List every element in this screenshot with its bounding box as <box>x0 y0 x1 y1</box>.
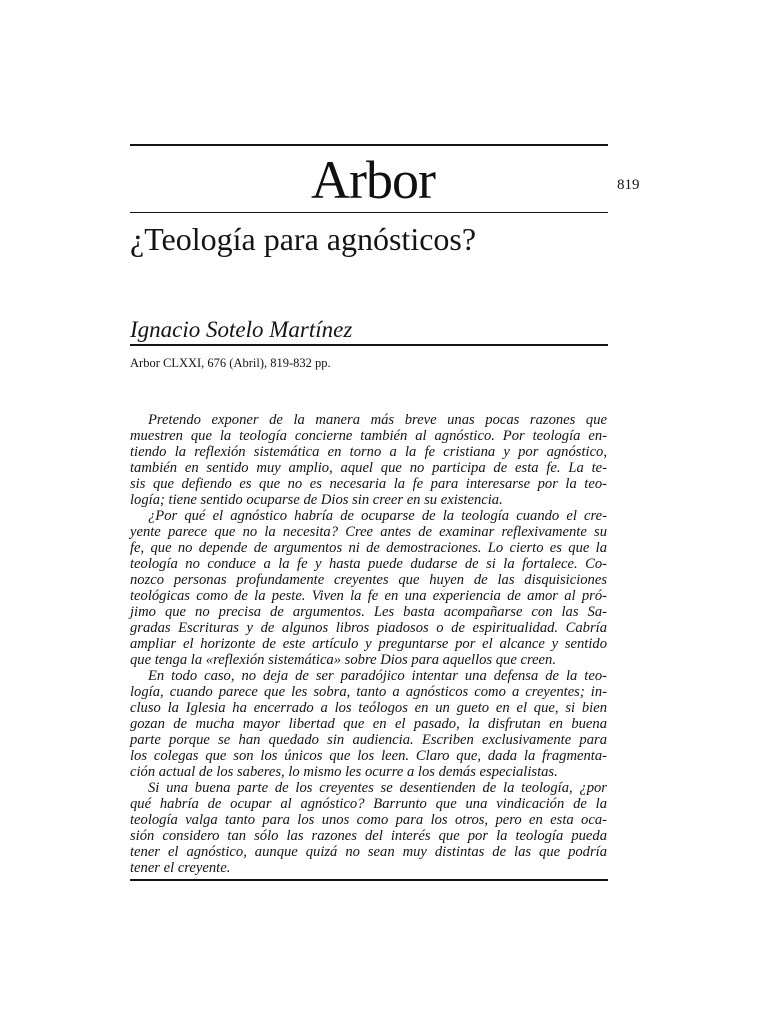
text-line: teología no conduce a la fe y hasta puede dudarse de si la fortalece. Co- <box>130 556 607 572</box>
author-name: Ignacio Sotelo Martínez <box>130 317 353 342</box>
body-paragraph <box>130 668 607 780</box>
text-line: nozco personas profundamente creyentes que huyen de las disquisiciones <box>130 572 607 588</box>
body-paragraph <box>130 780 607 876</box>
text-line: gradas Escrituras y de algunos libros piadosos o de espiritualidad. Cabría <box>130 620 607 636</box>
text-line: fe, que no depende de argumentos ni de demostraciones. Lo cierto es que la <box>130 540 607 556</box>
header-rule-bottom <box>130 212 608 213</box>
body-paragraph <box>130 508 607 668</box>
text-line: tiendo la reflexión sistemática en torno a la fe cristiana y por agnóstico, <box>130 444 607 460</box>
body-text <box>130 412 607 876</box>
text-line: logía, cuando parece que les sobra, tanto a agnósticos como a creyentes; in- <box>130 684 607 700</box>
text-line: Pretendo exponer de la manera más breve unas pocas razones que <box>148 412 607 428</box>
header-rule-top <box>130 144 608 146</box>
text-line: teología valga tanto para los unos como para los otros, pero en esta oca- <box>130 812 607 828</box>
text-line: En todo caso, no deja de ser paradójico intentar una defensa de la teo- <box>148 668 607 684</box>
article-title: ¿Teología para agnósticos? <box>130 221 477 257</box>
text-line: también en sentido muy amplio, aquel que no participa de esta fe. La te- <box>130 460 607 476</box>
body-end-rule <box>130 879 608 881</box>
text-line: los colegas que son los únicos que los leen. Claro que, dada la fragmenta- <box>130 748 607 764</box>
author-rule <box>130 344 608 346</box>
text-line: yente parece que no la necesita? Cree antes de examinar reflexivamente su <box>130 524 607 540</box>
text-line: ampliar el horizonte de este artículo y preguntarse por el alcance y sentido <box>130 636 607 652</box>
page-number: 819 <box>617 177 640 193</box>
text-line: gozan de mucha mayor libertad que en el pasado, la disfrutan en buena <box>130 716 607 732</box>
text-line: cluso la Iglesia ha encerrado a los teólogos en un gueto en el que, si bien <box>130 700 607 716</box>
citation-line: Arbor CLXXI, 676 (Abril), 819-832 pp. <box>130 356 331 370</box>
journal-logo: Arbor <box>311 150 435 210</box>
text-line: tener el agnóstico, aunque quizá no sean muy distintas de las que podría <box>130 844 607 860</box>
text-line: ción actual de los saberes, lo mismo les ocurre a los demás especialistas. <box>130 764 558 780</box>
text-line: jimo que no precisa de argumentos. Les basta acompañarse con las Sa- <box>130 604 607 620</box>
body-paragraph <box>130 412 607 508</box>
text-line: Si una buena parte de los creyentes se desentienden de la teología, ¿por <box>148 780 607 796</box>
text-line: tener el creyente. <box>130 860 231 876</box>
text-line: logía; tiene sentido ocuparse de Dios sin creer en su existencia. <box>130 492 503 508</box>
text-line: teológicas como de la peste. Viven la fe en una experiencia de amor al pró- <box>130 588 607 604</box>
text-line: sis que defiendo es que no es necesaria la fe para interesarse por la teo- <box>130 476 607 492</box>
text-line: sión considero tan sólo las razones del interés que por la teología pueda <box>130 828 607 844</box>
text-line: que tenga la «reflexión sistemática» sobre Dios para aquellos que creen. <box>130 652 556 668</box>
text-line: muestren que la teología concierne también al agnóstico. Por teología en- <box>130 428 607 444</box>
text-line: ¿Por qué el agnóstico habría de ocuparse de la teología cuando el cre- <box>148 508 607 524</box>
text-line: parte porque se han quedado sin audiencia. Escriben exclusivamente para <box>130 732 607 748</box>
text-line: qué habría de ocupar al agnóstico? Barrunto que una vindicación de la <box>130 796 607 812</box>
